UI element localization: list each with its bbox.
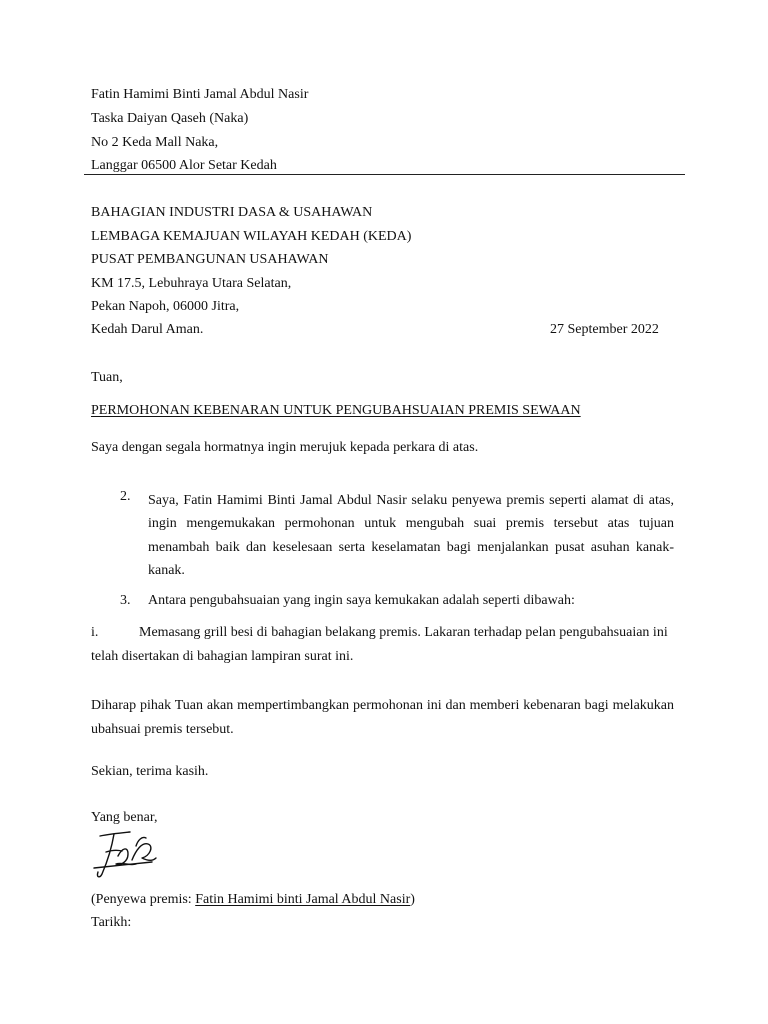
recipient-line: LEMBAGA KEMAJUAN WILAYAH KEDAH (KEDA) xyxy=(91,229,412,244)
recipient-line: KM 17.5, Lebuhraya Utara Selatan, xyxy=(91,276,292,291)
paragraph-number: 2. xyxy=(120,489,131,504)
signatory-line xyxy=(91,892,415,909)
sender-address-line: Langgar 06500 Alor Setar Kedah xyxy=(91,158,277,173)
signatory-prefix: (Penyewa premis: xyxy=(91,892,196,907)
signature-image xyxy=(92,826,158,882)
salutation: Tuan, xyxy=(91,370,123,385)
paragraph-3-text: Antara pengubahsuaian yang ingin saya kemukakan adalah seperti dibawah: xyxy=(148,593,575,608)
intro-paragraph: Saya dengan segala hormatnya ingin merujuk kepada perkara di atas. xyxy=(91,440,479,455)
paragraph-number: 3. xyxy=(120,593,131,608)
signatory-suffix: ) xyxy=(410,892,415,907)
sign-off: Yang benar, xyxy=(91,810,158,825)
sender-organization: Taska Daiyan Qaseh (Naka) xyxy=(91,111,249,126)
recipient-line: Kedah Darul Aman. xyxy=(91,322,204,337)
list-item-number: i. xyxy=(91,625,99,640)
subject-line: PERMOHONAN KEBENARAN UNTUK PENGUBAHSUAIAN PREMIS SEWAAN xyxy=(91,403,581,418)
recipient-line: PUSAT PEMBANGUNAN USAHAWAN xyxy=(91,252,329,267)
date-label: Tarikh: xyxy=(91,915,132,930)
recipient-line: Pekan Napoh, 06000 Jitra, xyxy=(91,299,240,314)
signatory-name: Fatin Hamimi binti Jamal Abdul Nasir xyxy=(195,892,411,907)
sender-name: Fatin Hamimi Binti Jamal Abdul Nasir xyxy=(91,87,309,102)
list-item-continuation: telah disertakan di bahagian lampiran surat ini. xyxy=(91,649,354,664)
paragraph-2-text: Saya, Fatin Hamimi Binti Jamal Abdul Nasir selaku penyewa premis seperti alamat di atas, ingin mengemukakan permohonan untuk mengubah suai premis tersebut atas tujuan menambah baik dan keselesaan serta keselamatan bagi menjalankan pusat asuhan kanak-kanak. xyxy=(148,493,674,578)
list-item-text: Memasang grill besi di bahagian belakang premis. Lakaran terhadap pelan pengubahsuaian ini xyxy=(139,625,668,640)
header-divider xyxy=(84,174,685,175)
thanks-line: Sekian, terima kasih. xyxy=(91,764,209,779)
recipient-line: BAHAGIAN INDUSTRI DASA & USAHAWAN xyxy=(91,205,373,220)
letter-date: 27 September 2022 xyxy=(550,322,659,337)
closing-paragraph: Diharap pihak Tuan akan mempertimbangkan permohonan ini dan memberi kebenaran bagi melakukan ubahsuai premis tersebut. xyxy=(91,698,674,737)
sender-address-line: No 2 Keda Mall Naka, xyxy=(91,135,219,150)
